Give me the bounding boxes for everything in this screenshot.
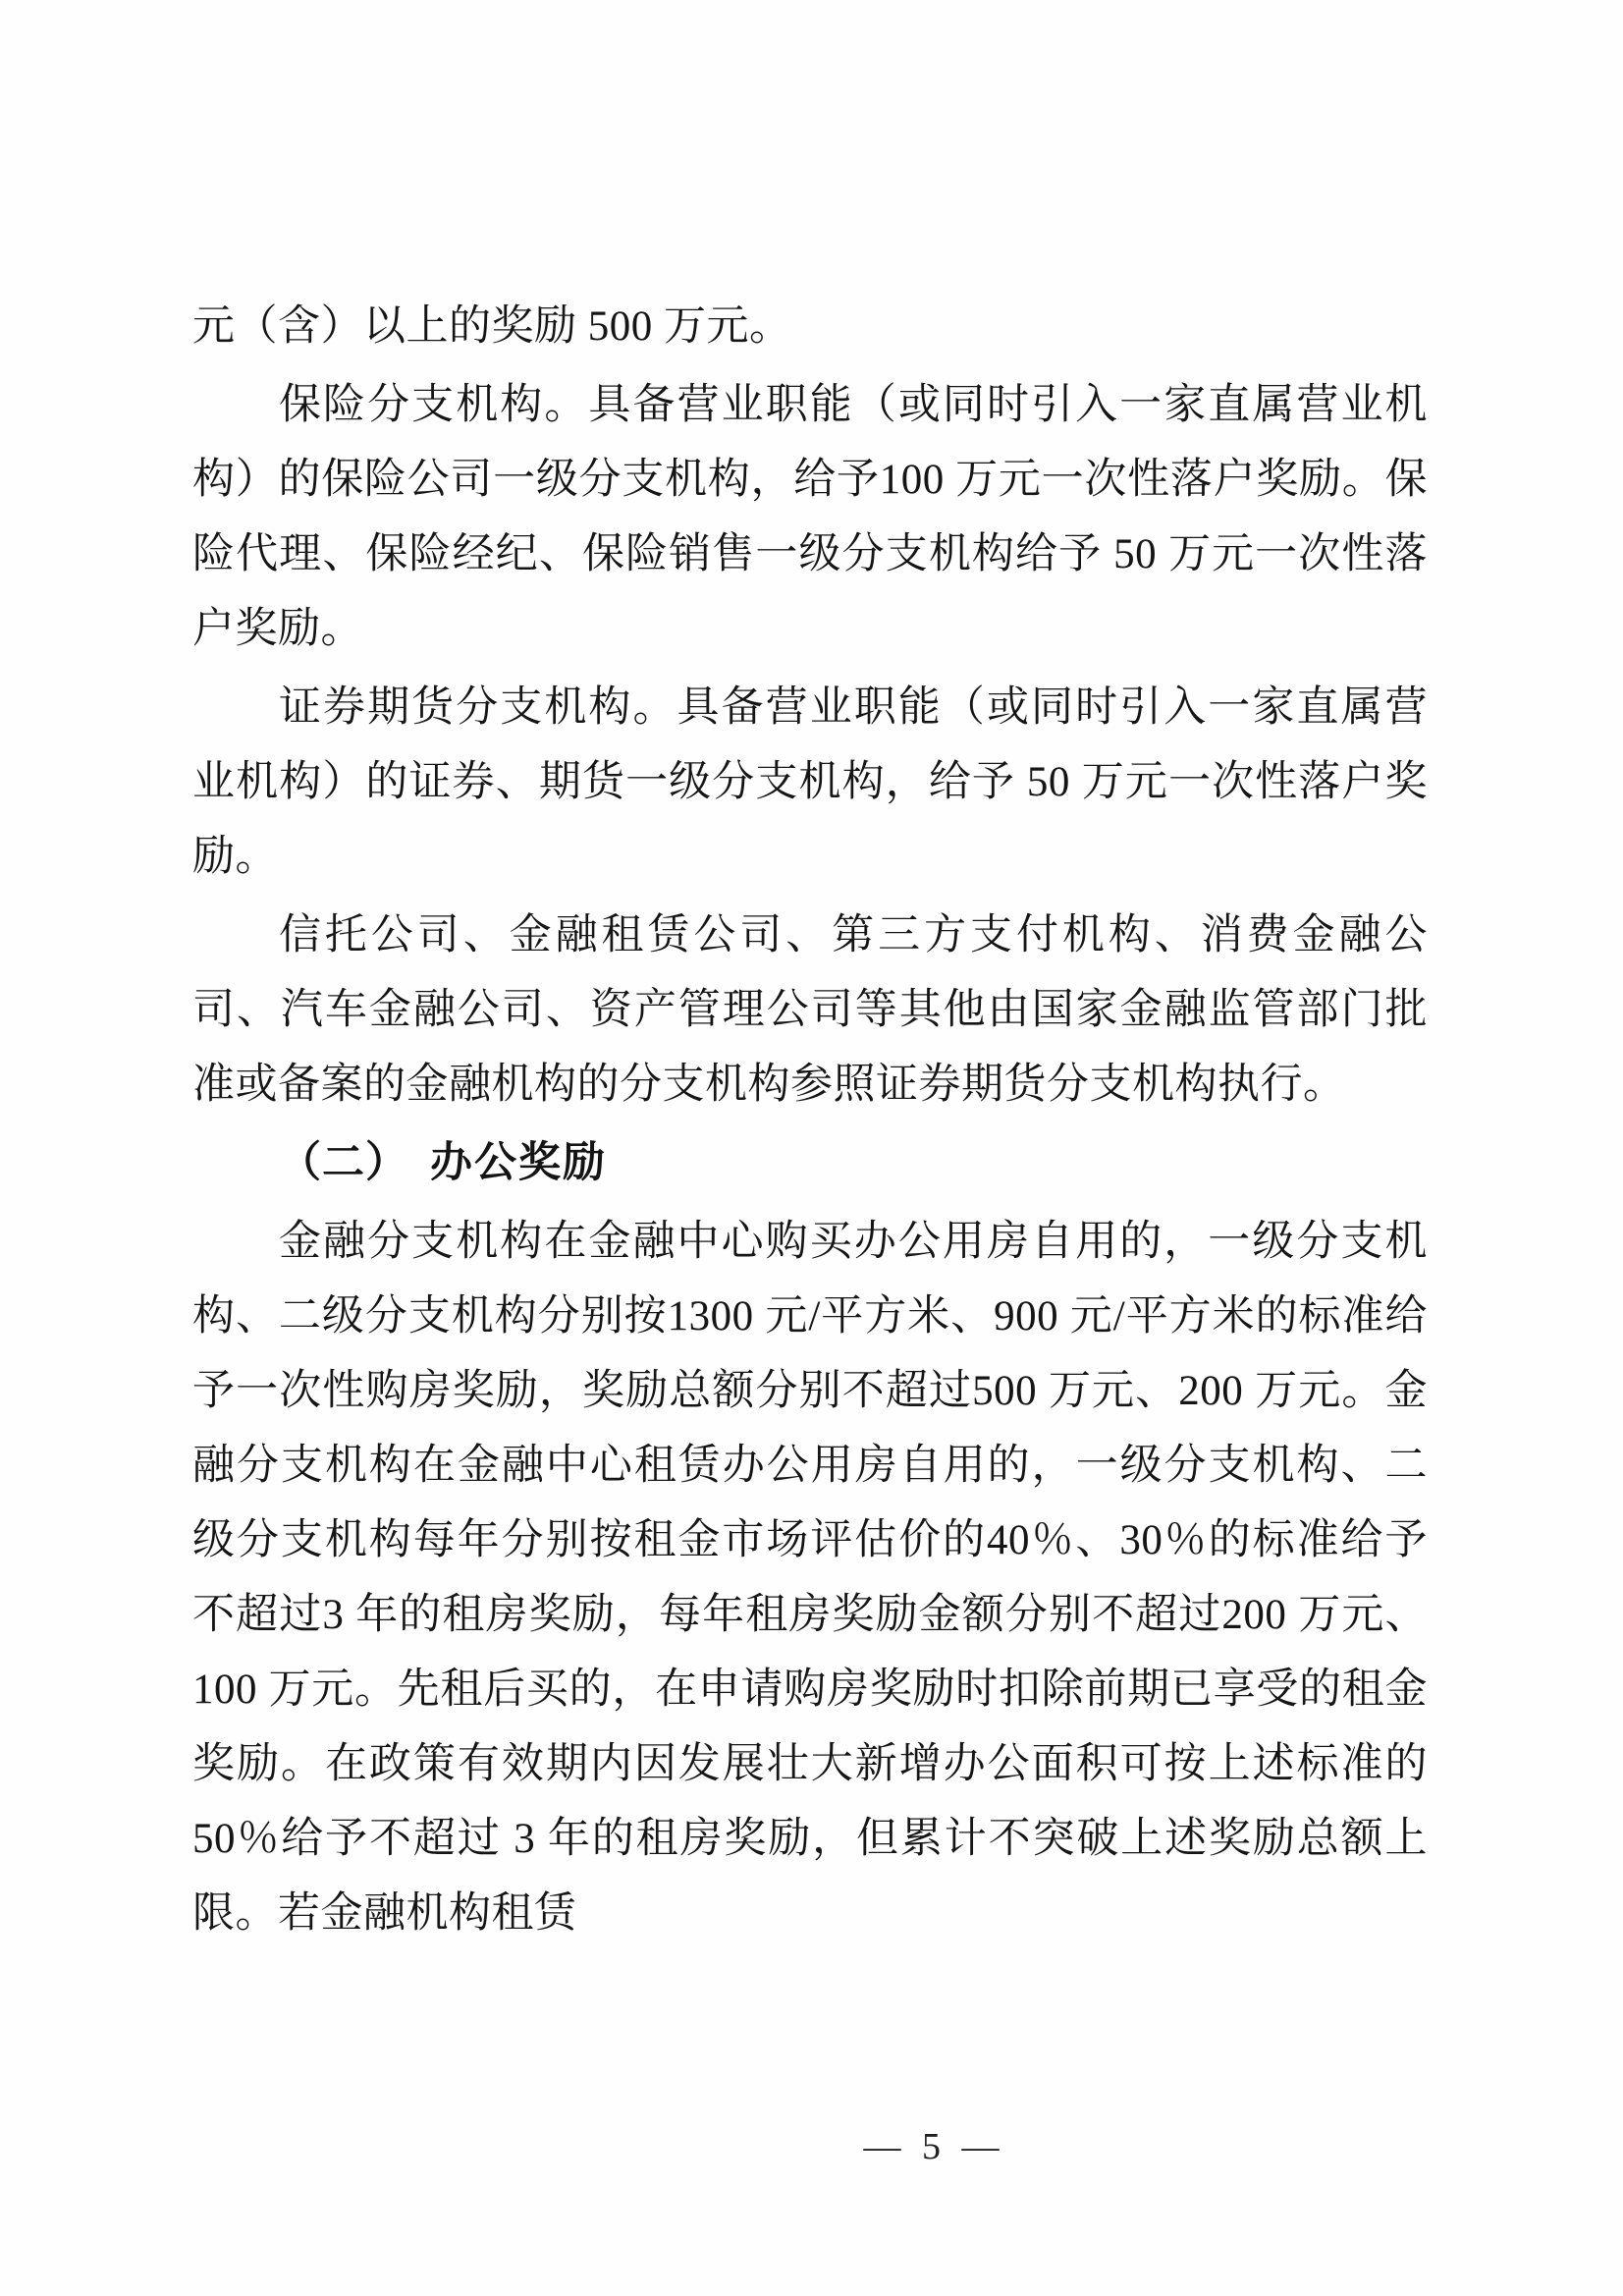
page-number-text: — 5 —	[863, 2126, 1005, 2167]
paragraph-office-award-detail: 金融分支机构在金融中心购买办公用房自用的，一级分支机构、二级分支机构分别按1300 元/平方米、900 元/平方米的标准给予一次性购房奖励，奖励总额分别不超过500 万元、200 万元。金融分支机构在金融中心租赁办公用房自用的，一级分支机构、二级分支机构每年分别按租金市场评估价的40％、30％的标准给予不超过3 年的租房奖励，每年租房奖励金额分别不超过200 万元、100 万元。先租后买的，在申请购房奖励时扣除前期已享受的租金奖励。在政策有效期内因发展壮大新增办公面积可按上述标准的 50％给予不超过 3 年的租房奖励，但累计不突破上述奖励总额上限。若金融机构租赁	[192, 1219, 1428, 1937]
page-number	[0, 2125, 1623, 2168]
paragraph-other-institutions: 信托公司、金融租赁公司、第三方支付机构、消费金融公司、汽车金融公司、资产管理公司等其他由国家金融监管部门批准或备案的金融机构的分支机构参照证券期货分支机构执行。	[192, 912, 1428, 1108]
paragraph-insurance-branch: 保险分支机构。具备营业职能（或同时引入一家直属营业机构）的保险公司一级分支机构，给予100 万元一次性落户奖励。保险代理、保险经纪、保险销售一级分支机构给予 50 万元一次性落户奖励。	[192, 382, 1428, 652]
section-heading-office-award	[192, 1126, 1428, 1201]
section-heading-number: （二）	[279, 1140, 408, 1186]
section-heading-title: 办公奖励	[430, 1140, 607, 1186]
page-content	[192, 290, 1428, 1955]
paragraph-securities-futures-branch: 证券期货分支机构。具备营业职能（或同时引入一家直属营业机构）的证券、期货一级分支机构，给予 50 万元一次性落户奖励。	[192, 684, 1428, 880]
paragraph-continuation: 元（含）以上的奖励 500 万元。	[192, 303, 792, 350]
